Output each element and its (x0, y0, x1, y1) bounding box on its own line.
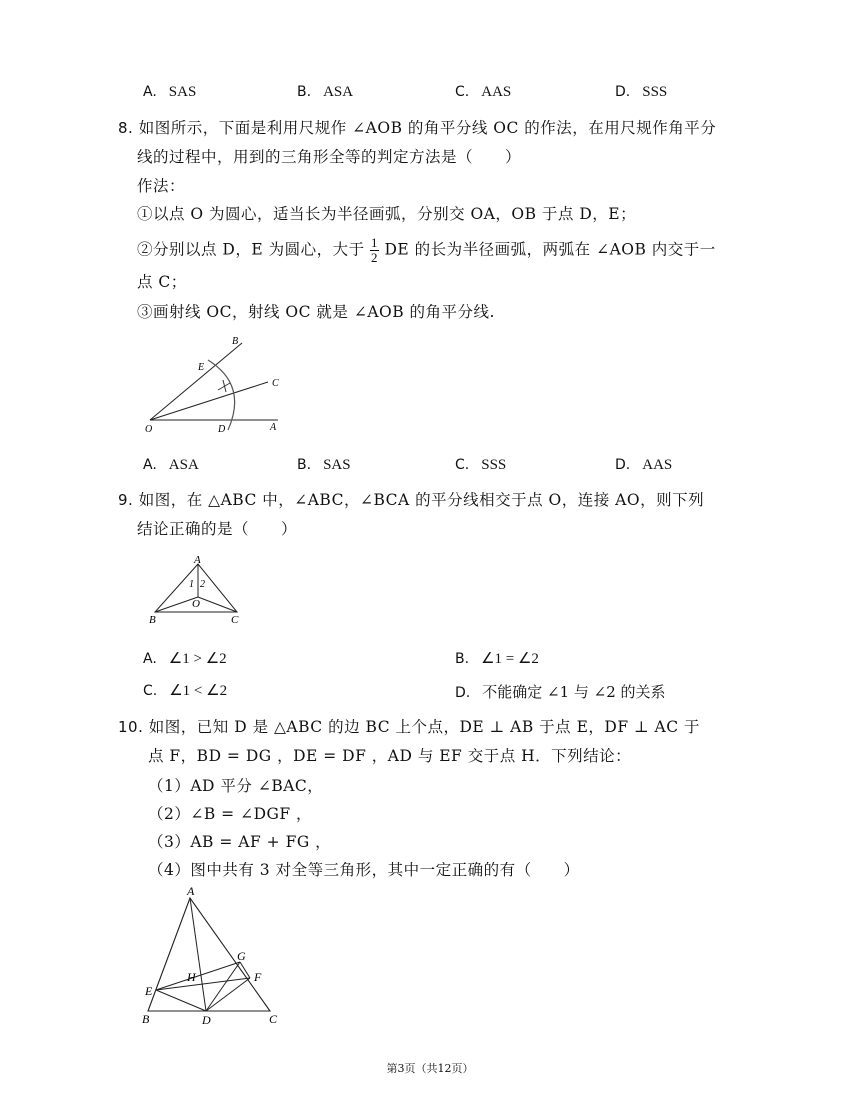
q8-angle-bisector-figure (140, 330, 290, 438)
q10-stem-line1: 10. 如图，已知 D 是 △ABC 的边 BC 上个点，DE ⊥ AB 于点 E，DF ⊥ AC 于 (118, 718, 700, 736)
label-b: B (149, 614, 156, 626)
q10-item-4: （4）图中共有 3 对全等三角形，其中一定正确的有（ ） (148, 861, 580, 879)
q7-option-a: A. SAS (143, 84, 197, 100)
q8-stem-line2: 线的过程中，用到的三角形全等的判定方法是（ ） (137, 148, 522, 166)
q9-option-c: C. ∠1 < ∠2 (143, 683, 228, 699)
label-b: B (232, 336, 239, 347)
q8-option-d: D. AAS (615, 457, 673, 473)
one-half-fraction: $\frac{1}{2}$ (371, 235, 379, 265)
label-a: A (194, 554, 201, 566)
q8-step1: ①以点 O 为圆心，适当长为半径画弧，分别交 OA，OB 于点 D，E； (137, 205, 637, 223)
q10-item-2: （2）∠B = ∠DGF ， (148, 805, 313, 823)
label-d: D (218, 424, 226, 435)
label-h: H (187, 970, 196, 984)
label-b: B (142, 1012, 150, 1026)
page-footer: 第3页（共12页） (386, 1062, 474, 1075)
q7-option-b: B. ASA (297, 84, 354, 100)
label-c: C (272, 378, 279, 389)
q7-option-d: D. SSS (615, 84, 668, 100)
label-a: A (187, 884, 195, 898)
label-o: O (192, 598, 200, 610)
label-d: D (202, 1013, 211, 1027)
label-f: F (254, 970, 262, 984)
label-e: E (198, 362, 205, 373)
q8-stem-line1: 8. 如图所示，下面是利用尺规作 ∠AOB 的角平分线 OC 的作法，在用尺规作角平分 (118, 119, 717, 137)
q9-option-d: D. 不能确定 ∠1 与 ∠2 的关系 (455, 683, 666, 701)
label-c: C (231, 614, 239, 626)
label-g: G (237, 949, 246, 963)
label-o: O (145, 424, 153, 435)
q10-stem-line2: 点 F，BD = DG ，DE = DF ，AD 与 EF 交于点 H．下列结论： (148, 747, 632, 765)
q9-triangle-figure (145, 552, 250, 627)
q8-step2: ②分别以点 D，E 为圆心，大于 $\frac{1}{2}$ DE 的长为半径画弧，两弧在 ∠AOB 内交于一 (137, 235, 716, 265)
label-e: E (145, 984, 153, 998)
q9-stem-line2: 结论正确的是（ ） (137, 520, 298, 538)
q8-option-b: B. SAS (297, 457, 351, 473)
q8-option-c: C. SSS (455, 457, 507, 473)
q9-stem-line1: 9. 如图，在 △ABC 中，∠ABC，∠BCA 的平分线相交于点 O，连接 AO，则下列 (118, 491, 705, 509)
q8-method-title: 作法： (137, 177, 186, 195)
q7-option-c: C. AAS (455, 84, 512, 100)
q10-item-3: （3）AB = AF + FG ， (148, 833, 332, 851)
q8-step3: ③画射线 OC，射线 OC 就是 ∠AOB 的角平分线. (137, 303, 495, 321)
q10-item-1: （1）AD 平分 ∠BAC， (148, 777, 324, 795)
q10-triangle-figure (138, 880, 288, 1030)
q8-step2-cont: 点 C； (137, 273, 187, 291)
q8-option-a: A. ASA (143, 457, 199, 473)
label-angle-1: 1 (189, 579, 194, 590)
label-c: C (269, 1012, 278, 1026)
label-a: A (270, 422, 277, 433)
q9-option-a: A. ∠1 > ∠2 (143, 651, 227, 667)
q9-option-b: B. ∠1 = ∠2 (455, 651, 539, 667)
label-angle-2: 2 (200, 579, 205, 590)
